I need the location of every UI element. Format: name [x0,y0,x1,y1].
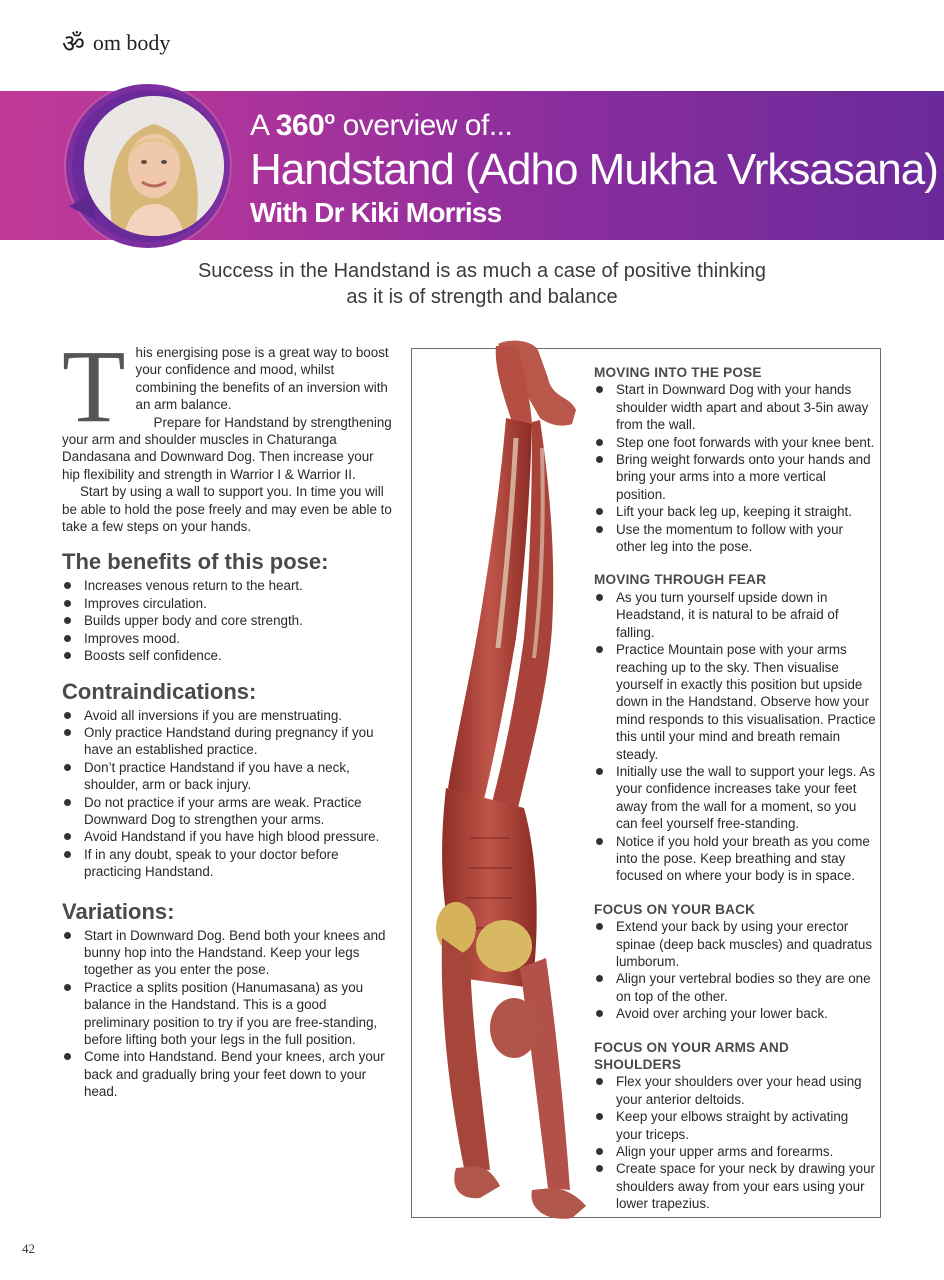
list-item: Avoid all inversions if you are menstruating. [62,707,394,724]
contraindications-list [62,707,394,881]
list-item: Create space for your neck by drawing your shoulders away from your ears using your lower trapezius. [594,1160,876,1212]
subtitle [150,258,814,310]
list-item: Bring weight forwards onto your hands and bring your arms into a more vertical position. [594,451,876,503]
benefits-heading: The benefits of this pose: [62,549,329,575]
page-number: 42 [22,1241,35,1256]
list-item: Use the momentum to follow with your other leg into the pose. [594,521,876,556]
anatomical-handstand-figure [420,338,600,1228]
om-symbol-icon: ॐ [62,28,85,58]
list-item: Improves circulation. [62,595,394,612]
list-item: If in any doubt, speak to your doctor before practicing Handstand. [62,846,394,881]
through-fear-heading: MOVING THROUGH FEAR [594,572,767,588]
subtitle-line-1: Success in the Handstand is as much a case of positive thinking [197,260,767,282]
list-item: Extend your back by using your erector spinae (deep back muscles) and quadratus lumborum. [594,918,876,970]
intro-paragraph-3: Start by using a wall to support you. In time you will be able to hold the pose freely and may even be able to take a few steps on your hands. [62,484,392,535]
list-item: Don’t practice Handstand if you have a neck, shoulder, arm or back injury. [62,759,394,794]
list-item: Do not practice if your arms are weak. Practice Downward Dog to strengthen your arms. [62,794,394,829]
brand-logo [62,30,170,56]
list-item: Flex your shoulders over your head using your anterior deltoids. [594,1073,876,1108]
focus-arms-heading: FOCUS ON YOUR ARMS AND SHOULDERS [594,1039,789,1073]
subtitle-line-2: as it is of strength and balance [346,286,618,308]
kicker-prefix: A [250,109,276,142]
list-item: As you turn yourself upside down in Headstand, it is natural to be afraid of falling. [594,589,876,641]
pose-title: Handstand (Adho Mukha Vrksasana) [250,145,938,194]
moving-into-heading: MOVING INTO THE POSE [594,365,762,380]
focus-back-heading: FOCUS ON YOUR BACK [594,901,756,917]
list-item: Keep your elbows straight by activating your triceps. [594,1108,876,1143]
author-portrait [84,96,224,236]
contraindications-heading: Contraindications: [62,678,257,704]
right-column [594,364,876,1213]
list-item: Align your upper arms and forearms. [594,1143,876,1160]
list-item: Practice a splits position (Hanumasana) as you balance in the Handstand. This is a good preliminary position to try if you are free-standing, before lifting both your legs in the full position. [62,979,394,1049]
kicker-suffix: overview of... [334,109,513,142]
list-item: Align your vertebral bodies so they are one on top of the other. [594,970,876,1005]
list-item: Boosts self confidence. [62,647,394,664]
list-item: Only practice Handstand during pregnancy if you have an established practice. [62,724,394,759]
benefits-list [62,577,394,664]
intro-text [62,329,394,535]
list-item: Avoid Handstand if you have high blood pressure. [62,828,394,845]
list-item: Lift your back leg up, keeping it straight. [594,503,876,520]
list-item: Increases venous return to the heart. [62,577,394,594]
kicker-degree: o [324,108,335,128]
banner-kicker [250,98,938,146]
author-name: With Dr Kiki Morriss [250,197,502,228]
intro-paragraph-2: Prepare for Handstand by strengthening your arm and shoulder muscles in Chaturanga Dandasana and Downward Dog. Then increase your hip flexibility and strength in Warrior I & Warrior II. [62,414,392,482]
list-item: Come into Handstand. Bend your knees, arch your back and gradually bring your feet down to your head. [62,1048,394,1100]
variations-heading: Variations: [62,898,175,924]
through-fear-list [594,589,876,885]
brand-name: om body [92,30,171,55]
dropcap: T [62,329,126,444]
variations-list [62,927,394,1101]
moving-into-list [594,381,876,555]
focus-back-list [594,918,876,1022]
list-item: Improves mood. [62,630,394,647]
list-item: Avoid over arching your lower back. [594,1005,876,1022]
list-item: Builds upper body and core strength. [62,612,394,629]
list-item: Step one foot forwards with your knee bent. [594,434,876,451]
list-item: Notice if you hold your breath as you come into the pose. Keep breathing and stay focused on where your body is in space. [594,833,876,885]
banner-text [250,98,938,232]
list-item: Start in Downward Dog with your hands shoulder width apart and about 3-5in away from the wall. [594,381,876,433]
kicker-number: 360 [275,109,325,142]
list-item: Practice Mountain pose with your arms reaching up to the sky. Then visualise yourself in exactly this position but upside down in the Handstand. Observe how your mind responds to this visualisation. Practice this until your mind and breath remain steady. [594,641,876,763]
focus-arms-list [594,1073,876,1212]
list-item: Start in Downward Dog. Bend both your knees and bunny hop into the Handstand. Keep your legs together as you enter the pose. [62,927,394,979]
intro-paragraph-1: his energising pose is a great way to boost your confidence and mood, whilst combining the benefits of an inversion with an arm balance. [135,345,389,413]
list-item: Initially use the wall to support your legs. As your confidence increases take your feet away from the wall for a moment, so you can feel yourself free-standing. [594,763,876,833]
left-column [62,329,394,1101]
